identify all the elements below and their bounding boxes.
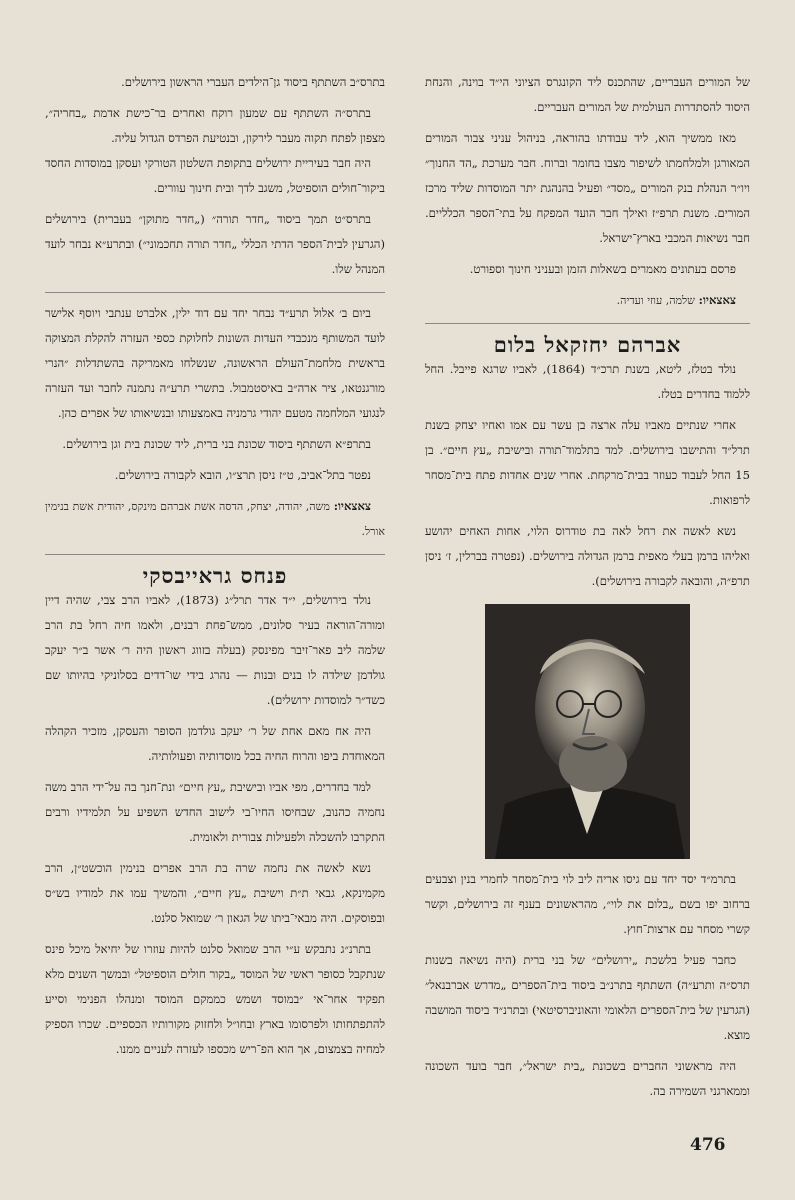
portrait-photo [485, 604, 690, 859]
paragraph: בתרס״ה השתתף עם שמעון רוקח ואחרים בר־כישת אדמת „בחריה״, מצפון לפתח תקוה מעבר לירקון, ובנטיעת הפרדס הגדול עליה. [45, 106, 385, 145]
paragraph: למד בחדרים, מפי אביו ובישיבת „עץ חיים״ ונת־חנך בה על־ידי הרב משה נחמיה כהנוב, שבחיסו החיו־בי לישוב החדש השפיע על תלמידיו ורבים התקרבו להשכלה ולפעילות צבורית ולאומית. [45, 780, 385, 844]
descendants-label: צאצאיו: [698, 293, 736, 307]
paragraph: היה מראשוני החברים בשכונת „בית ישראל״, חבר בועד השכונה וממארגני השמירה בה. [425, 1059, 750, 1098]
paragraph: מאז ממשיך הוא, ליד עבודתו בהוראה, בניהול עניני צבור המורים המאורגן ולמלחמתו לשיפור מצבו בחומר וברוח. חבר מערכת „הד החנוך״ ויו״ר הנהלת בנק המורים „מסד״ ופעיל בהנהגת יתר המוסדות שליד מרכז המורים. משנת תרפ״ז ואילך חבר הועד המפקח על בתי־הספר הכלליים. חבר נשיאות המכבי בארץ־ישראל. [425, 131, 750, 245]
paragraph: של המורים העבריים, שהתכנס ליד הקונגרס הציוני הי״ד בוינה, והנחת היסוד להסתדרות העולמית של המורים העבריים. [425, 75, 750, 114]
paragraph: בתרפ״א השתתף ביסוד שכונת בני ברית, ליד שכונת בית וגן בירושלים. [62, 437, 371, 451]
section-heading: פנחס גראייבסקי [142, 563, 288, 588]
descendants-text: שלמה, עוזי ועדיה. [616, 294, 695, 307]
paragraph: נשא לאשה את נחמה שרה בת הרב אפרים בנימין הוכשט״ן, הרב מקמינקא, גבאי ת״ת וישיבת „עץ חיים״, והמשיך עמו את למודיו בש״ס ובפוסקים. היה מבאי־ביתו של הגאון ר׳ שמואל סלנט. [45, 861, 385, 925]
descendants-line [425, 288, 750, 313]
left-column [45, 70, 385, 1062]
paragraph: נולד בטלז, ליטא, בשנת תרכ״ד (1864), לאביו שרגא פייבל. החל ללמוד בחדרים בטלז. [425, 362, 750, 401]
section-divider [45, 292, 385, 293]
section-divider [425, 323, 750, 324]
descendants-label: צאצאיו: [333, 499, 372, 513]
paragraph: בתרס״ט תמך ביסוד „חדר תורה״ („חדר מתוקן״ בעברית) בירושלים (הגרעין לבית־הספר הדתי הכללי „חדר תורה תחכמוני״) ובתרע״א נבחר לועד המנהל שלו. [45, 212, 385, 276]
section-divider [45, 554, 385, 555]
paragraph: כחבר פעיל בלשכת „ירושלים״ של בני ברית (היה נשיאה בשנות תרס״ה ותרע״ה) השתתף בתרנ״ב ביסוד בית־הספרים „מדרש אברבנאל״ (הגרעין של בית־הספרים הלאומי והאוניברסיטאי) ובתרנ״ד ביסוד המושבה מוצא. [425, 953, 750, 1042]
paragraph: בתרנ״ג נתבקש ע״י הרב שמואל סלנט להיות עוזרו של יחיאל מיכל פינס שנתקבל כסופר ראשי של המוסד „בקור חולים הוספיטל״ ובמשך השנים מלא תפקיד אחר־אי ״במוסד ושמש כממקם המוסד ומנהלו הפנימי וסייע להתפתחותו ולפרסומו בארץ ובחו״ל ולחזוק מקורותיו הכספיים. שכרו הספיק למחיה בצמצום, אך הוא הפ־ריש מכספו לעזרה לעניים ממנו. [45, 942, 385, 1056]
right-column [425, 70, 750, 1104]
paragraph: אחרי שנתיים מאביו עלה ארצה בן עשר עם אמו ואחיו יצחק בשנת תרל״ד והתישבו בירושלים. למד בתלמוד־תורה ובישיבת „עץ חיים״. בן 15 החל לעבוד כעוזר בבית־מרקחת. אחרי שנים אחדות פתח בית־מסחר לרפואות. [425, 418, 750, 507]
paragraph: היה חבר בעיריית ירושלים בתקופת השלטון הטורקי ועסקן במוסדות החסד ביקור־חולים הוספיטל, משגב לדך ובית חינוך עוורים. [45, 156, 385, 195]
paragraph: פרסם בעתונים מאמרים בשאלות הזמן ובעניני חינוך וספורט. [469, 262, 736, 276]
page-number: 476 [690, 1135, 726, 1155]
descendants-line [45, 494, 385, 544]
paragraph: היה אח מאם אחת של ר׳ יעקב גולדמן הסופר והעסקן, מזכיר הקהלה המאוחדת ביפו והרוח החיה בכל מוסדותיה ופעולותיה. [45, 724, 385, 763]
descendants-text: משה, יהודה, יצחק, הדסה אשת אברהם מינקס, יהודית אשת בנימין אורל. [45, 500, 385, 538]
paragraph: נולד בירושלים, י״ד אדר תרל״ג (1873), לאביו הרב צבי, שהיה דיין ומורה־הוראה בעיר סלונים, ממש־פחת רבנים, ולאמו חיה רחל בת הרב שלמה ליב פאר־זיבר מפינסק (בעלה בזווג ראשון היה ר׳ אשר ב״ר יעקב גולדמן שילדה לו בנים ובנות — נהרג בידי שו־דדים בסלוניקי בהיותו שם כשד״ר למוסדות ירושלים). [45, 593, 385, 707]
portrait-image [485, 604, 690, 859]
paragraph: נפטר בתל־אביב, ט״ז ניסן תרצ״ו, הובא לקבורה בירושלים. [114, 468, 371, 482]
paragraph: ביום ב׳ אלול תרע״ד נבחר יחד עם דוד ילין, אלברט ענתבי ויוסף אלישר לועד המשותף מנכבדי העדות השונות לחלוקת כספי העזרה להקלת המצוקה בראשית מלחמת־העולם הראשונה, שנשלחו מאמריקה בהשתדלות ״הנרי מורגנטאו, ציר ארה״ב באיסטמבול. בתשרי תרע״ה נתמנה לחבר ועד העזרה לנגועי המלחמה מטעם יהודי גרמניה באמצעותו ובנשיאותו של אפרים כהן. [45, 306, 385, 420]
section-heading: אברהם יחזקאל בלום [493, 332, 682, 357]
paragraph: בתרס״ב השתתף ביסוד גן־הילדים העברי הראשון בירושלים. [121, 75, 385, 89]
paragraph: בתרמ״ד יסד יחד עם גיסו אריה ליב לוי בית־מסחר לחמרי בנין וצבעים ברחוב יפו בשם „בלום את לוי״, מהראשונים בענף זה בירושלים, וקשר קשרי מסחר עם ארצות־חוץ. [425, 872, 750, 936]
paragraph: נשא לאשה את רחל לאה בת טודרוס הלוי, אחות האחים יהושע ואליהו ברמן בעלי מאפית ברמן הגדולה בירושלים. (נפטרה בברלין, ז׳ ניסן תרפ״ה, והובאה לקבורה בירושלים). [425, 524, 750, 588]
